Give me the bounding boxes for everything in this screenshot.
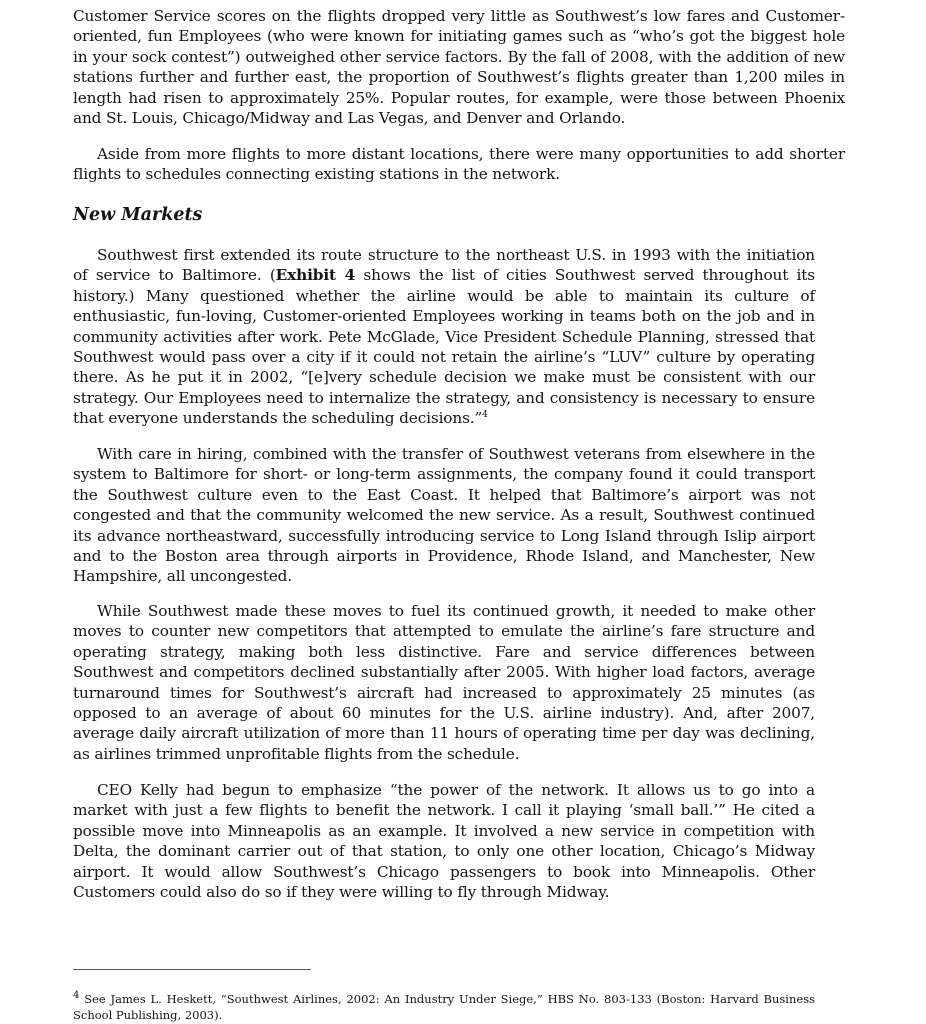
paragraph-east-coast: With care in hiring, combined with the transfer of Southwest veterans from elsewhere in the system to Baltimore for short- or long-term assignments, the company found it could transport the Southwest culture even to the East Coast. It helped that Baltimore’s airport was not congested and that the community welcomed the new service. As a result, Southwest continued its advance northeastward, successfully introducing service to Long Island through Islip airport and to the Boston area through airports in Providence, Rhode Island, and Manchester, New Hampshire, all uncongested.	[73, 445, 815, 586]
paragraph-competitors: While Southwest made these moves to fuel its continued growth, it needed to make other moves to counter new competitors that attempted to emulate the airline’s fare structure and operating strategy, making both less distinctive. Fare and service differences between Southwest and competitors declined substantially after 2005. With higher load factors, average turnaround times for Southwest’s aircraft had increased to approximately 25 minutes (as opposed to an average of about 60 minutes for the U.S. airline industry). And, after 2007, average daily aircraft utilization of more than 11 hours of operating time per day was declining, as airlines trimmed unprofitable flights from the schedule.	[73, 602, 815, 763]
footnote-divider	[73, 969, 311, 970]
footnote-reference: 4	[482, 410, 488, 421]
exhibit-reference: Exhibit 4	[275, 266, 356, 285]
paragraph-baltimore	[73, 245, 815, 429]
paragraph-baltimore-text-a: Southwest first extended its route structure to the northeast U.S. in 1993 with the initiation of service to Baltimore. (	[73, 246, 815, 285]
paragraph-small-ball: CEO Kelly had begun to emphasize “the power of the network. It allows us to go into a market with just a few flights to benefit the network. I call it playing ‘small ball.’” He cited a possible move into Minneapolis as an example. It involved a new service in competition with Delta, the dominant carrier out of that station, to only one other location, Chicago’s Midway airport. It would allow Southwest’s Chicago passengers to book into Minneapolis. Other Customers could also do so if they were willing to fly through Midway.	[73, 781, 815, 902]
paragraph-baltimore-text-b: shows the list of cities Southwest served throughout its history.) Many questioned whether the airline would be able to maintain its culture of enthusiastic, fun-loving, Customer-oriented Employees working in teams both on the job and in community activities after work. Pete McGlade, Vice President Schedule Planning, stressed that Southwest would pass over a city if it could not retain the airline’s “LUV” culture by operating there. As he put it in 2002, “[e]very schedule decision we make must be consistent with our strategy. Our Employees need to internalize the strategy, and consistency is necessary to ensure that everyone understands the scheduling decisions.”	[73, 266, 815, 428]
footnote-text: See James L. Heskett, “Southwest Airlines, 2002: An Industry Under Siege,” HBS No. 803-133 (Boston: Harvard Business School Publishing, 2003).	[73, 992, 815, 1022]
paragraph-shorter-flights: Aside from more flights to more distant locations, there were many opportunities to add shorter flights to schedules connecting existing stations in the network.	[73, 145, 845, 184]
footnote	[73, 988, 815, 1023]
paragraph-customer-service: Customer Service scores on the flights dropped very little as Southwest’s low fares and Customer-oriented, fun Employees (who were known for initiating games such as “who’s got the biggest hole in your sock contest”) outweighed other service factors. By the fall of 2008, with the addition of new stations further and further east, the proportion of Southwest’s flights greater than 1,200 miles in length had risen to approximately 25%. Popular routes, for example, were those between Phoenix and St. Louis, Chicago/Midway and Las Vegas, and Denver and Orlando.	[73, 7, 845, 128]
section-heading-new-markets: New Markets	[73, 205, 203, 225]
footnote-mark: 4	[73, 990, 80, 1001]
